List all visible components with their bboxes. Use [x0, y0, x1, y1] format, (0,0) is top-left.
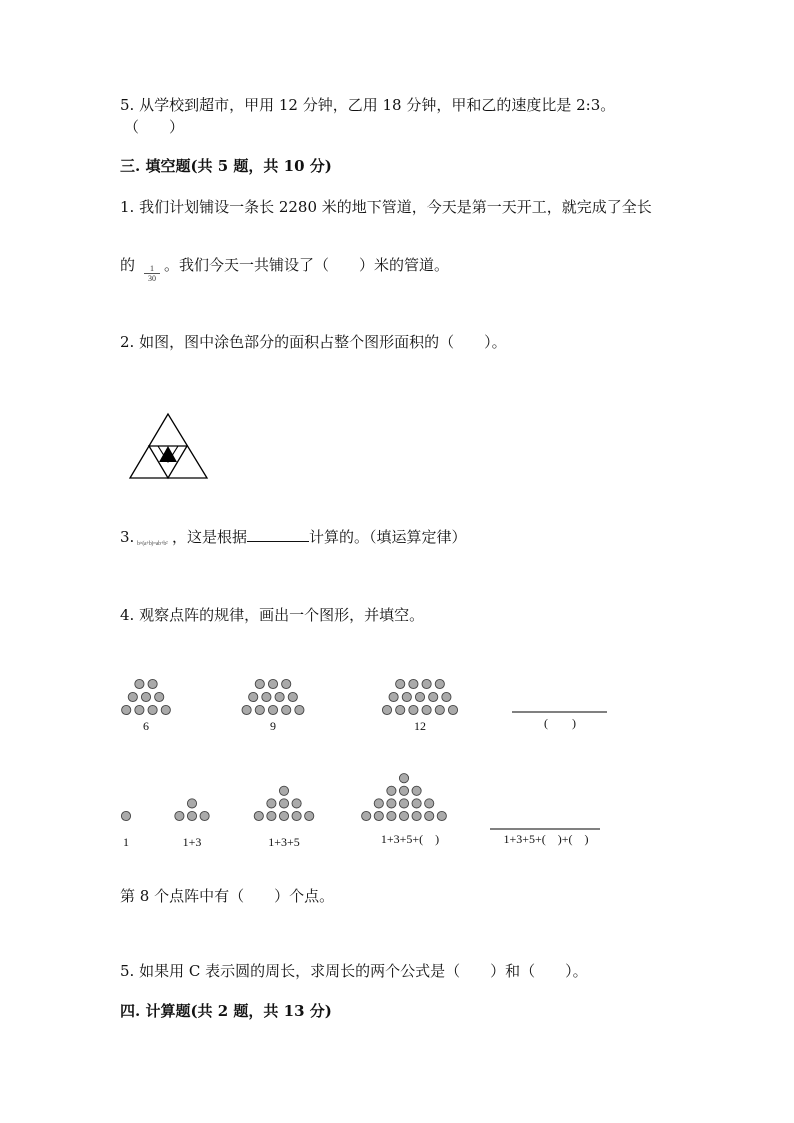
- dot: [409, 679, 418, 688]
- dot: [362, 811, 371, 820]
- dot: [161, 705, 170, 714]
- dot: [187, 799, 196, 808]
- fill-q3-text-before: ，这是根据: [172, 528, 248, 546]
- dot: [415, 692, 424, 701]
- dot: [425, 811, 434, 820]
- dot: [128, 692, 137, 701]
- dot: [135, 679, 144, 688]
- dot: [382, 705, 391, 714]
- dot: [267, 799, 276, 808]
- dot: [292, 811, 301, 820]
- dot: [155, 692, 164, 701]
- dot: [279, 811, 288, 820]
- fill-q4-text: 4. 观察点阵的规律，画出一个图形，并填空。: [120, 606, 425, 624]
- fill-q3-number: 3.: [120, 528, 135, 546]
- fill-q5-text: 5. 如果用 C 表示圆的周长，求周长的两个公式是（ ）和（ ）。: [120, 962, 588, 980]
- dot: [422, 705, 431, 714]
- dot: [396, 705, 405, 714]
- dot: [422, 679, 431, 688]
- dot: [268, 679, 277, 688]
- fill-q3-text-after: 计算的。（填运算定律）: [309, 528, 467, 546]
- dot-label: 1+3+5: [268, 835, 300, 849]
- dot: [282, 679, 291, 688]
- dot-label: 1+3+5+( ): [380, 832, 440, 846]
- fill-q1-prefix: 的: [120, 256, 136, 274]
- dot: [389, 692, 398, 701]
- dot-label: 1+3+5+( )+( ): [503, 832, 589, 846]
- triangle-figure: [130, 414, 207, 478]
- dot: [141, 692, 150, 701]
- section-heading: 三. 填空题(共 5 题，共 10 分): [120, 157, 332, 175]
- fraction-denominator: 30: [144, 273, 160, 283]
- dot: [122, 705, 131, 714]
- dot: [412, 799, 421, 808]
- dot-label: 12: [414, 719, 426, 733]
- dot: [429, 692, 438, 701]
- dot: [442, 692, 451, 701]
- dot: [279, 799, 288, 808]
- dot-label: 9: [270, 719, 276, 733]
- dot: [374, 799, 383, 808]
- dot: [396, 679, 405, 688]
- dot: [399, 799, 408, 808]
- dot: [200, 811, 209, 820]
- dot: [242, 705, 251, 714]
- dot: [135, 705, 144, 714]
- fill-q1-line1: 1. 我们计划铺设一条长 2280 米的地下管道，今天是第一天开工，就完成了全长: [120, 198, 652, 216]
- dot-label: 1+3: [182, 835, 202, 849]
- dot: [374, 811, 383, 820]
- dot: [402, 692, 411, 701]
- dot: [254, 811, 263, 820]
- dot: [409, 705, 418, 714]
- dot: [148, 705, 157, 714]
- dot: [255, 679, 264, 688]
- dot-label: 6: [143, 719, 149, 733]
- dot: [255, 705, 264, 714]
- dot-array-row-2: [121, 774, 446, 821]
- dot: [275, 692, 284, 701]
- fill-q2-text: 2. 如图，图中涂色部分的面积占整个图形面积的（ ）。: [120, 333, 507, 351]
- dot: [249, 692, 258, 701]
- dot: [412, 811, 421, 820]
- dot-label: ( ): [544, 716, 576, 730]
- dot: [148, 679, 157, 688]
- fraction-numerator: 1: [150, 264, 154, 273]
- shaded-triangle: [159, 446, 177, 462]
- dot: [387, 786, 396, 795]
- dot: [267, 811, 276, 820]
- dot: [121, 811, 130, 820]
- dot: [399, 811, 408, 820]
- dot: [305, 811, 314, 820]
- dot: [435, 705, 444, 714]
- dot: [399, 786, 408, 795]
- dot: [448, 705, 457, 714]
- dot: [262, 692, 271, 701]
- dot: [387, 799, 396, 808]
- dot: [292, 799, 301, 808]
- answer-blank: （ ）: [124, 118, 185, 136]
- question-5-text: 5. 从学校到超市，甲用 12 分钟，乙用 18 分钟，甲和乙的速度比是 2:3。: [120, 96, 616, 114]
- dot: [435, 679, 444, 688]
- dot: [425, 799, 434, 808]
- dot-array-row-1: [122, 679, 458, 714]
- dot: [187, 811, 196, 820]
- dot: [175, 811, 184, 820]
- dot: [387, 811, 396, 820]
- dot: [282, 705, 291, 714]
- dot: [295, 705, 304, 714]
- section-heading-4: 四. 计算题(共 2 题，共 13 分): [120, 1002, 332, 1020]
- fill-q4-question: 第 8 个点阵中有（ ）个点。: [120, 887, 335, 905]
- dot: [279, 786, 288, 795]
- expression-image: b×(a+b)=ab+b²: [137, 541, 168, 547]
- dot: [268, 705, 277, 714]
- dot: [399, 774, 408, 783]
- dot: [412, 786, 421, 795]
- dot: [288, 692, 297, 701]
- fill-q1-suffix: 。我们今天一共铺设了（ ）米的管道。: [164, 256, 450, 274]
- dot-label: 1: [123, 835, 129, 849]
- dot: [437, 811, 446, 820]
